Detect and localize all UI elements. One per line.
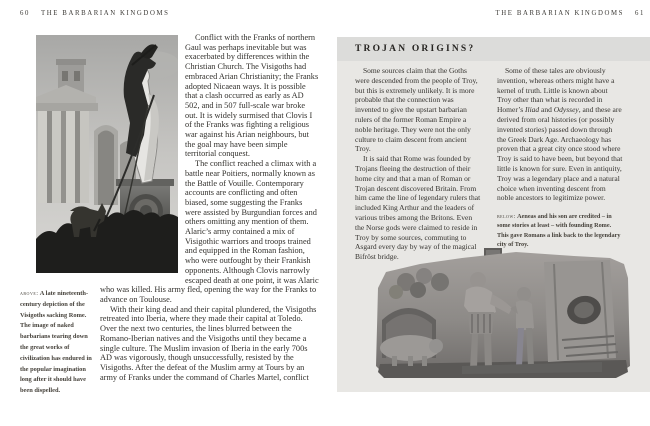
aeneas-relief-photo bbox=[366, 248, 640, 388]
page-number-left: 60 bbox=[20, 10, 30, 17]
page-number-right: 61 bbox=[635, 10, 645, 17]
caption-prefix-above: above: bbox=[20, 290, 39, 297]
book-title-left: THE BARBARIAN KINGDOMS bbox=[41, 10, 170, 17]
image-wrap-spacer bbox=[100, 33, 185, 285]
left-image-caption bbox=[20, 289, 94, 397]
body-paragraph-3: With their king dead and their capital plundered, the Visigoths retreated into Iberia, where they made their capital at Toledo. Over the next two centuries, the lines blurred between the Romano-Iberian natives and the Visigoths until they became a single culture. The Muslim invasion of Iberia in the early 700s AD was vigorously, though unsuccessfully, resisted by the Visigoths. After the defeat of the Muslim army at Tours by an army of Franks under the command of Charles Martel, conflict bbox=[100, 304, 317, 382]
sidebar-col2-paragraph-1 bbox=[497, 66, 623, 203]
aeneas-relief-art bbox=[366, 248, 640, 388]
trojan-origins-sidebar bbox=[337, 37, 650, 392]
iliad-italic: Iliad bbox=[524, 105, 540, 115]
sidebar-col1-paragraph-2: It is said that Rome was founded by Trojans fleeing the destruction of their home city and that a man of Roman or Trojan descent discovered Britain. From him came the line of legendary rulers that included King Arthur and the leaders of various tribes among the Britons. Even the Norse gods were claimed to reside in Troy by some sources, commuting to Asgard every day by way of the magical Bifröst bridge. bbox=[355, 154, 481, 262]
sidebar-column-1 bbox=[355, 66, 481, 262]
running-head-left bbox=[20, 10, 169, 17]
relief-image-caption bbox=[497, 212, 623, 249]
caption-text: Aeneas and his son are credited – in some stories at least – with founding Rome. This gave Romans a link back to the legendary city of Troy. bbox=[497, 213, 621, 248]
left-page-body bbox=[100, 33, 319, 382]
caption-prefix-below: below: bbox=[497, 213, 516, 221]
sidebar-title: TROJAN ORIGINS? bbox=[355, 44, 476, 54]
col2-text-run: and bbox=[539, 105, 554, 115]
body-paragraph-1: Conflict with the Franks of northern Gaul was perhaps inevitable but was exacerbated by differences within the Christian Church. The Visigoths had embraced Arian Christianity; the Franks adopted Nicaean ways. It is possible that a clash occurred as early as AD 502, and in 507 full-scale war broke out. It is widely surmised that Clovis I of the Franks was fighting a religious war against his Arian neighbours, but the goal may have been simple territorial conquest. bbox=[185, 33, 319, 159]
caption-text: A late nineteenth-century depiction of the Visigoths sacking Rome. The image of naked barbarians tearing down the great works of civilization has endured in the popular imagination long after it should have been dispelled. bbox=[20, 290, 92, 395]
body-paragraph-2: The conflict reached a climax with a battle near Poitiers, normally known as the Battle of Vouille. Contemporary accounts are conflicting and often biased, some suggesting the Franks were assisted by Burgundian forces and others omitting any mention of them. Alaric’s army contained a mix of Visigothic warriors and troops trained and equipped in the Roman fashion, who were outfought by their Frankish opponents. Although Clovis narrowly escaped death at one point, it was Alaric who was killed. His army fled, opening the way for the Franks to advance on Toulouse. bbox=[100, 159, 319, 304]
col2-text-run: , and these are derived from oral histories (or possibly invented stories) passed down through the Greek Dark Age. Archaeology has proven that a great city once stood where Troy is said to have been, but beyond that little is known for sure. Even in antiquity, Troy was a legendary place and a natural choice when inventing descent from noble ancestors to legitimize power. bbox=[497, 105, 623, 203]
sidebar-col1-paragraph-1: Some sources claim that the Goths were descended from the people of Troy, but this is extremely unlikely. It is more probable that the connection was invented to give the upstart barbarian rulers of the former Roman Empire a noble heritage. They were not the only culture to claim descent from ancient Troy. bbox=[355, 66, 478, 154]
running-head-right bbox=[496, 10, 645, 17]
col2-text-run: Some of these tales are obviously invention, whereas others might have a kernel of truth. Little is known about Troy other than what is recorded in Homer’s bbox=[497, 66, 615, 115]
sidebar-column-2 bbox=[497, 66, 623, 249]
odyssey-italic: Odyssey bbox=[553, 105, 579, 115]
book-title-right: THE BARBARIAN KINGDOMS bbox=[495, 10, 624, 17]
